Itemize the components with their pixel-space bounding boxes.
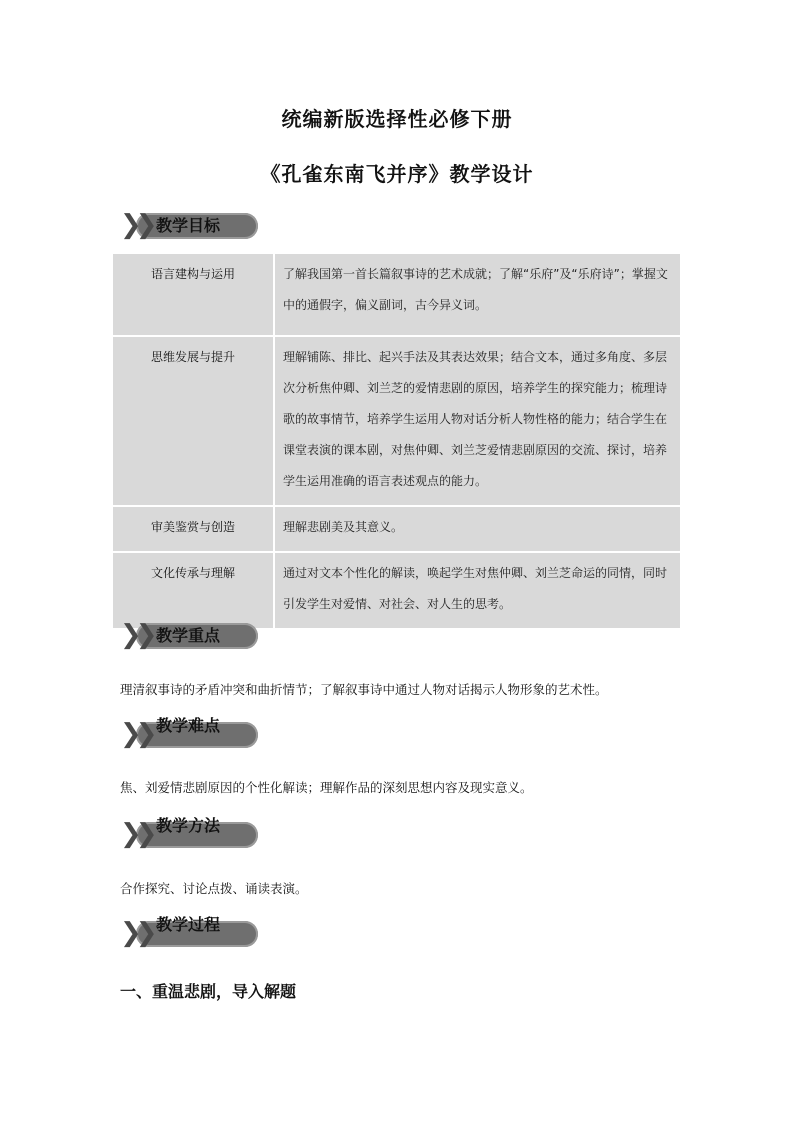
table-row [113, 506, 680, 552]
goal-key: 审美鉴赏与创造 [113, 506, 274, 552]
double-chevron-icon: ❯❯ [120, 819, 152, 849]
section-header-process [120, 915, 258, 948]
section-header-goals [120, 210, 258, 240]
section-header-methods [120, 816, 258, 849]
section-label: 教学难点 [156, 716, 221, 735]
methods-text: 合作探究、讨论点拨、诵读表演。 [120, 881, 308, 896]
difficulties-text: 焦、刘爱情悲剧原因的个性化解读；理解作品的深刻思想内容及现实意义。 [120, 780, 533, 795]
key-points-text: 理清叙事诗的矛盾冲突和曲折情节；了解叙事诗中通过人物对话揭示人物形象的艺术性。 [120, 682, 608, 697]
section-label: 教学目标 [156, 216, 221, 235]
double-chevron-icon: ❯❯ [120, 210, 152, 240]
goals-table [113, 254, 680, 628]
table-row [113, 552, 680, 628]
section-label: 教学过程 [156, 915, 221, 934]
goal-value: 理解铺陈、排比、起兴手法及其表达效果；结合文本，通过多角度、多层次分析焦仲卿、刘兰芝的爱情悲剧的原因，培养学生的探究能力；梳理诗歌的故事情节，培养学生运用人物对话分析人物性格的能力；结合学生在课堂表演的课本剧，对焦仲卿、刘兰芝爱情悲剧原因的交流、探讨，培养学生运用准确的语言表述观点的能力。 [274, 336, 680, 506]
table-row [113, 336, 680, 506]
process-section-heading: 一、重温悲剧，导入解题 [120, 982, 297, 1001]
goal-key: 思维发展与提升 [113, 336, 274, 506]
document-subtitle: 《孔雀东南飞并序》教学设计 [260, 162, 534, 186]
goal-value: 通过对文本个性化的解读，唤起学生对焦仲卿、刘兰芝命运的同情，同时引发学生对爱情、对社会、对人生的思考。 [274, 552, 680, 628]
section-label: 教学方法 [156, 816, 221, 835]
goal-key: 文化传承与理解 [113, 552, 274, 628]
section-label: 教学重点 [156, 626, 221, 645]
double-chevron-icon: ❯❯ [120, 918, 152, 948]
double-chevron-icon: ❯❯ [120, 620, 152, 650]
section-header-difficulties [120, 716, 258, 749]
goal-value: 理解悲剧美及其意义。 [274, 506, 680, 552]
goal-key: 语言建构与运用 [113, 254, 274, 336]
double-chevron-icon: ❯❯ [120, 719, 152, 749]
goal-value: 了解我国第一首长篇叙事诗的艺术成就；了解“乐府”及“乐府诗”；掌握文中的通假字，偏义副词，古今异义词。 [283, 267, 668, 312]
table-row [113, 254, 680, 336]
section-header-key-points [120, 620, 258, 650]
document-title: 统编新版选择性必修下册 [281, 107, 513, 131]
